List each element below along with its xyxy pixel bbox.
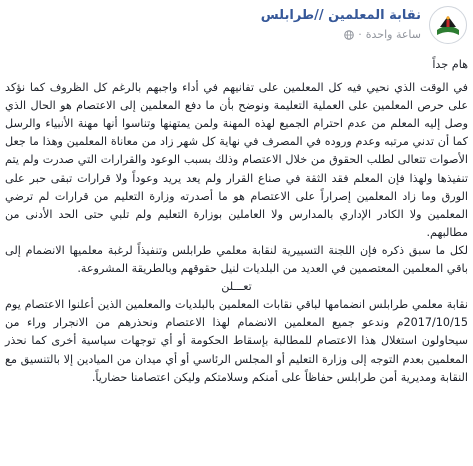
page-name-link[interactable]: نقابة المعلمين //طرابلس	[260, 8, 421, 23]
post-paragraph: نقابة معلمي طرابلس انضمامها لباقي نقابات المعلمين بالبلديات والمعلمين الذين أعلنوا الاعتصام يوم 2017/10/15م وندعو جميع المعلمين الانضمام لهذا الاعتصام ونحذرهم من الانجرار وراء من سيحاولون استغلال هذا الاعتصام للمطالبة بإسقاط الحكومة أو أي توجهات سياسية أخرى كما نحذر المعلمين بعدم التوجه إلى وزارة التعليم أو المجلس الرئاسي أو أي ميدان من الميادين إلا بالتنسيق مع النقابة ومديرية أمن طرابلس حفاظاً على أمنكم وسلامتكم وليكن اعتصامنا حضارياً.	[5, 298, 468, 384]
post-announce: تعـــلن	[221, 280, 252, 294]
post-paragraph: لكل ما سبق ذكره فإن اللجنة التسييرية لنقابة معلمي طرابلس وتنفيذاً لرغبة معلميها الانضمام إلى باقي المعلمين المعتصمين في العديد من البلديات لنيل حقوقهم وبالطريقة المشروعة.	[5, 243, 468, 276]
post-greeting: هام جداً	[432, 58, 468, 71]
globe-icon[interactable]	[344, 30, 354, 40]
union-logo-icon	[430, 7, 466, 43]
meta-separator: ·	[358, 28, 362, 41]
post-meta	[344, 28, 421, 41]
post-body	[5, 56, 468, 387]
avatar[interactable]	[429, 6, 467, 44]
post-time[interactable]: ساعة واحدة	[365, 28, 421, 41]
post-paragraph: في الوقت الذي نحيي فيه كل المعلمين على تفانيهم في أداء واجبهم بالرغم كل الظروف كما نؤكد على حرص المعلمين على العملية التعليمة ونوضح بأن ما دفع المعلمين إلى الاعتصام هو الحال الذي وصل إليه المعلم من عدم احترام الجميع لهذه المهنة ولمن يمتهنها وتناسوا أنها مهنة الأنبياء والرسل كما أن تدني مرتبه وعدم وروده في المصرف في نهاية كل شهر زاد من معاناة المعلمين وهذا ما جعل الأصوات تتعالى لطلب الحقوق من خلال الاعتصام وذلك بسبب الوعود والقرارات التي صدرت ولم يتم تنفيذها ولهذا فإن المعلم فقد الثقة في صناع القرار ولم يعد يريد وعوداً ولا قرارات تبقى حبر على الورق وما زاد المعلمين إصراراً على الاعتصام هو ما أصدرته وزارة التعليم من قرارات لم ترضي المعلمين ولا الكادر الإداري بالمدارس ولا العاملين بوزارة التعليم ولم تلبي حتى الحد الأدنى من مطالبهم.	[5, 81, 468, 239]
post-header	[6, 2, 467, 46]
